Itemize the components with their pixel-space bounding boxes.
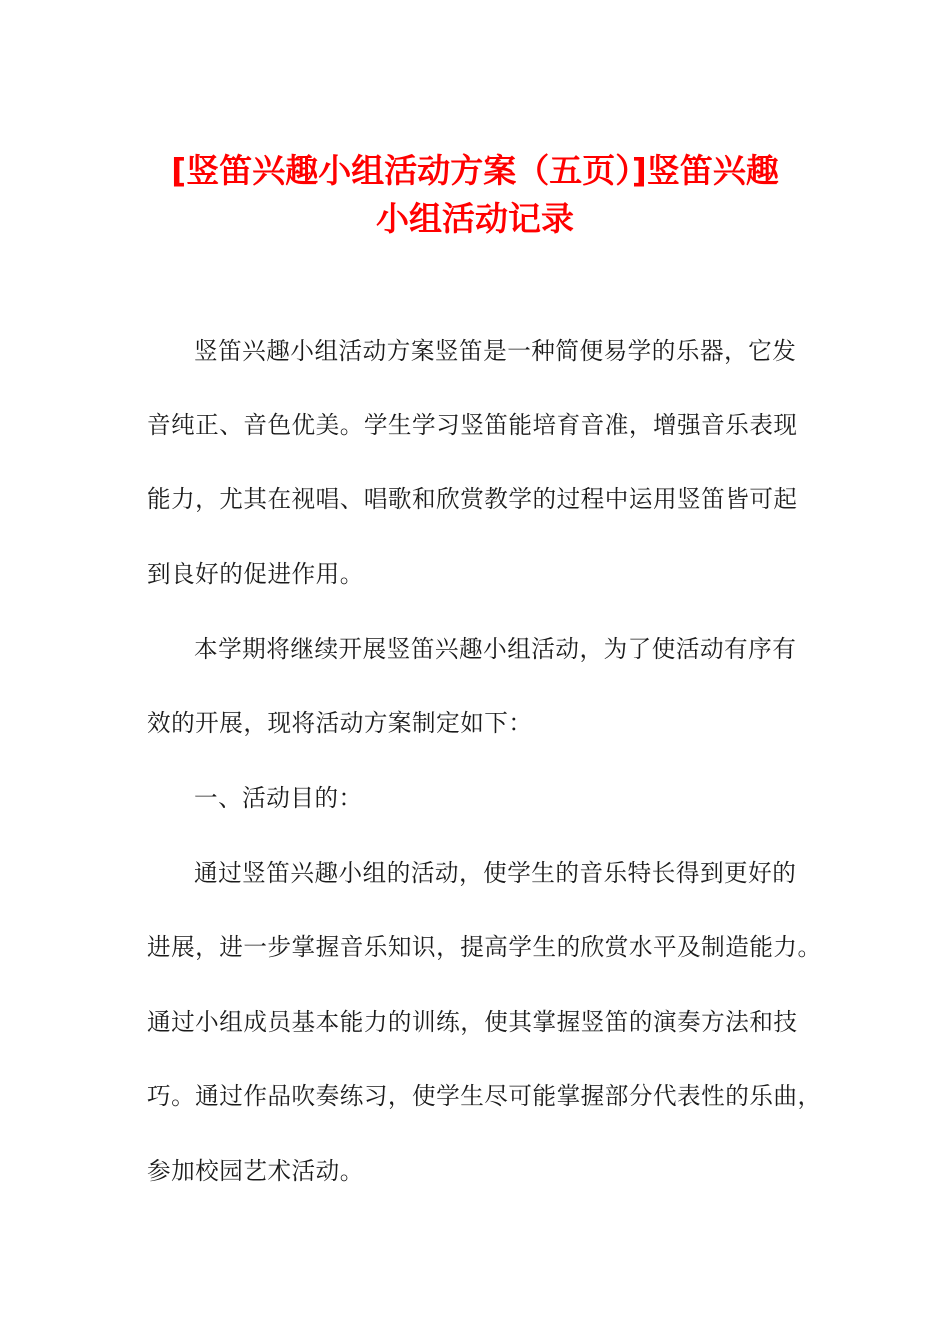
- section-heading: 一、活动目的：: [194, 784, 363, 812]
- paragraph-1-line-1: 竖笛兴趣小组活动方案竖笛是一种简便易学的乐器，它发: [194, 337, 797, 365]
- paragraph-3-line-5: 参加校园艺术活动。: [147, 1157, 364, 1185]
- paragraph-1-line-3: 能力，尤其在视唱、唱歌和欣赏教学的过程中运用竖笛皆可起: [147, 485, 798, 513]
- document-title-line-1: [竖笛兴趣小组活动方案（五页）]竖笛兴趣: [171, 151, 779, 190]
- paragraph-3-line-3: 通过小组成员基本能力的训练，使其掌握竖笛的演奏方法和技: [147, 1008, 798, 1036]
- paragraph-1-line-2: 音纯正、音色优美。学生学习竖笛能培育音准，增强音乐表现: [147, 411, 798, 439]
- paragraph-2-line-2: 效的开展，现将活动方案制定如下：: [147, 709, 533, 737]
- paragraph-3-line-4: 巧。通过作品吹奏练习，使学生尽可能掌握部分代表性的乐曲，: [147, 1082, 822, 1110]
- paragraph-3-line-1: 通过竖笛兴趣小组的活动，使学生的音乐特长得到更好的: [194, 859, 797, 887]
- document-title-line-2: 小组活动记录: [376, 199, 574, 238]
- paragraph-1-line-4: 到良好的促进作用。: [147, 560, 364, 588]
- paragraph-2-line-1: 本学期将继续开展竖笛兴趣小组活动，为了使活动有序有: [194, 635, 797, 663]
- paragraph-3-line-2: 进展，进一步掌握音乐知识，提高学生的欣赏水平及制造能力。: [147, 933, 822, 961]
